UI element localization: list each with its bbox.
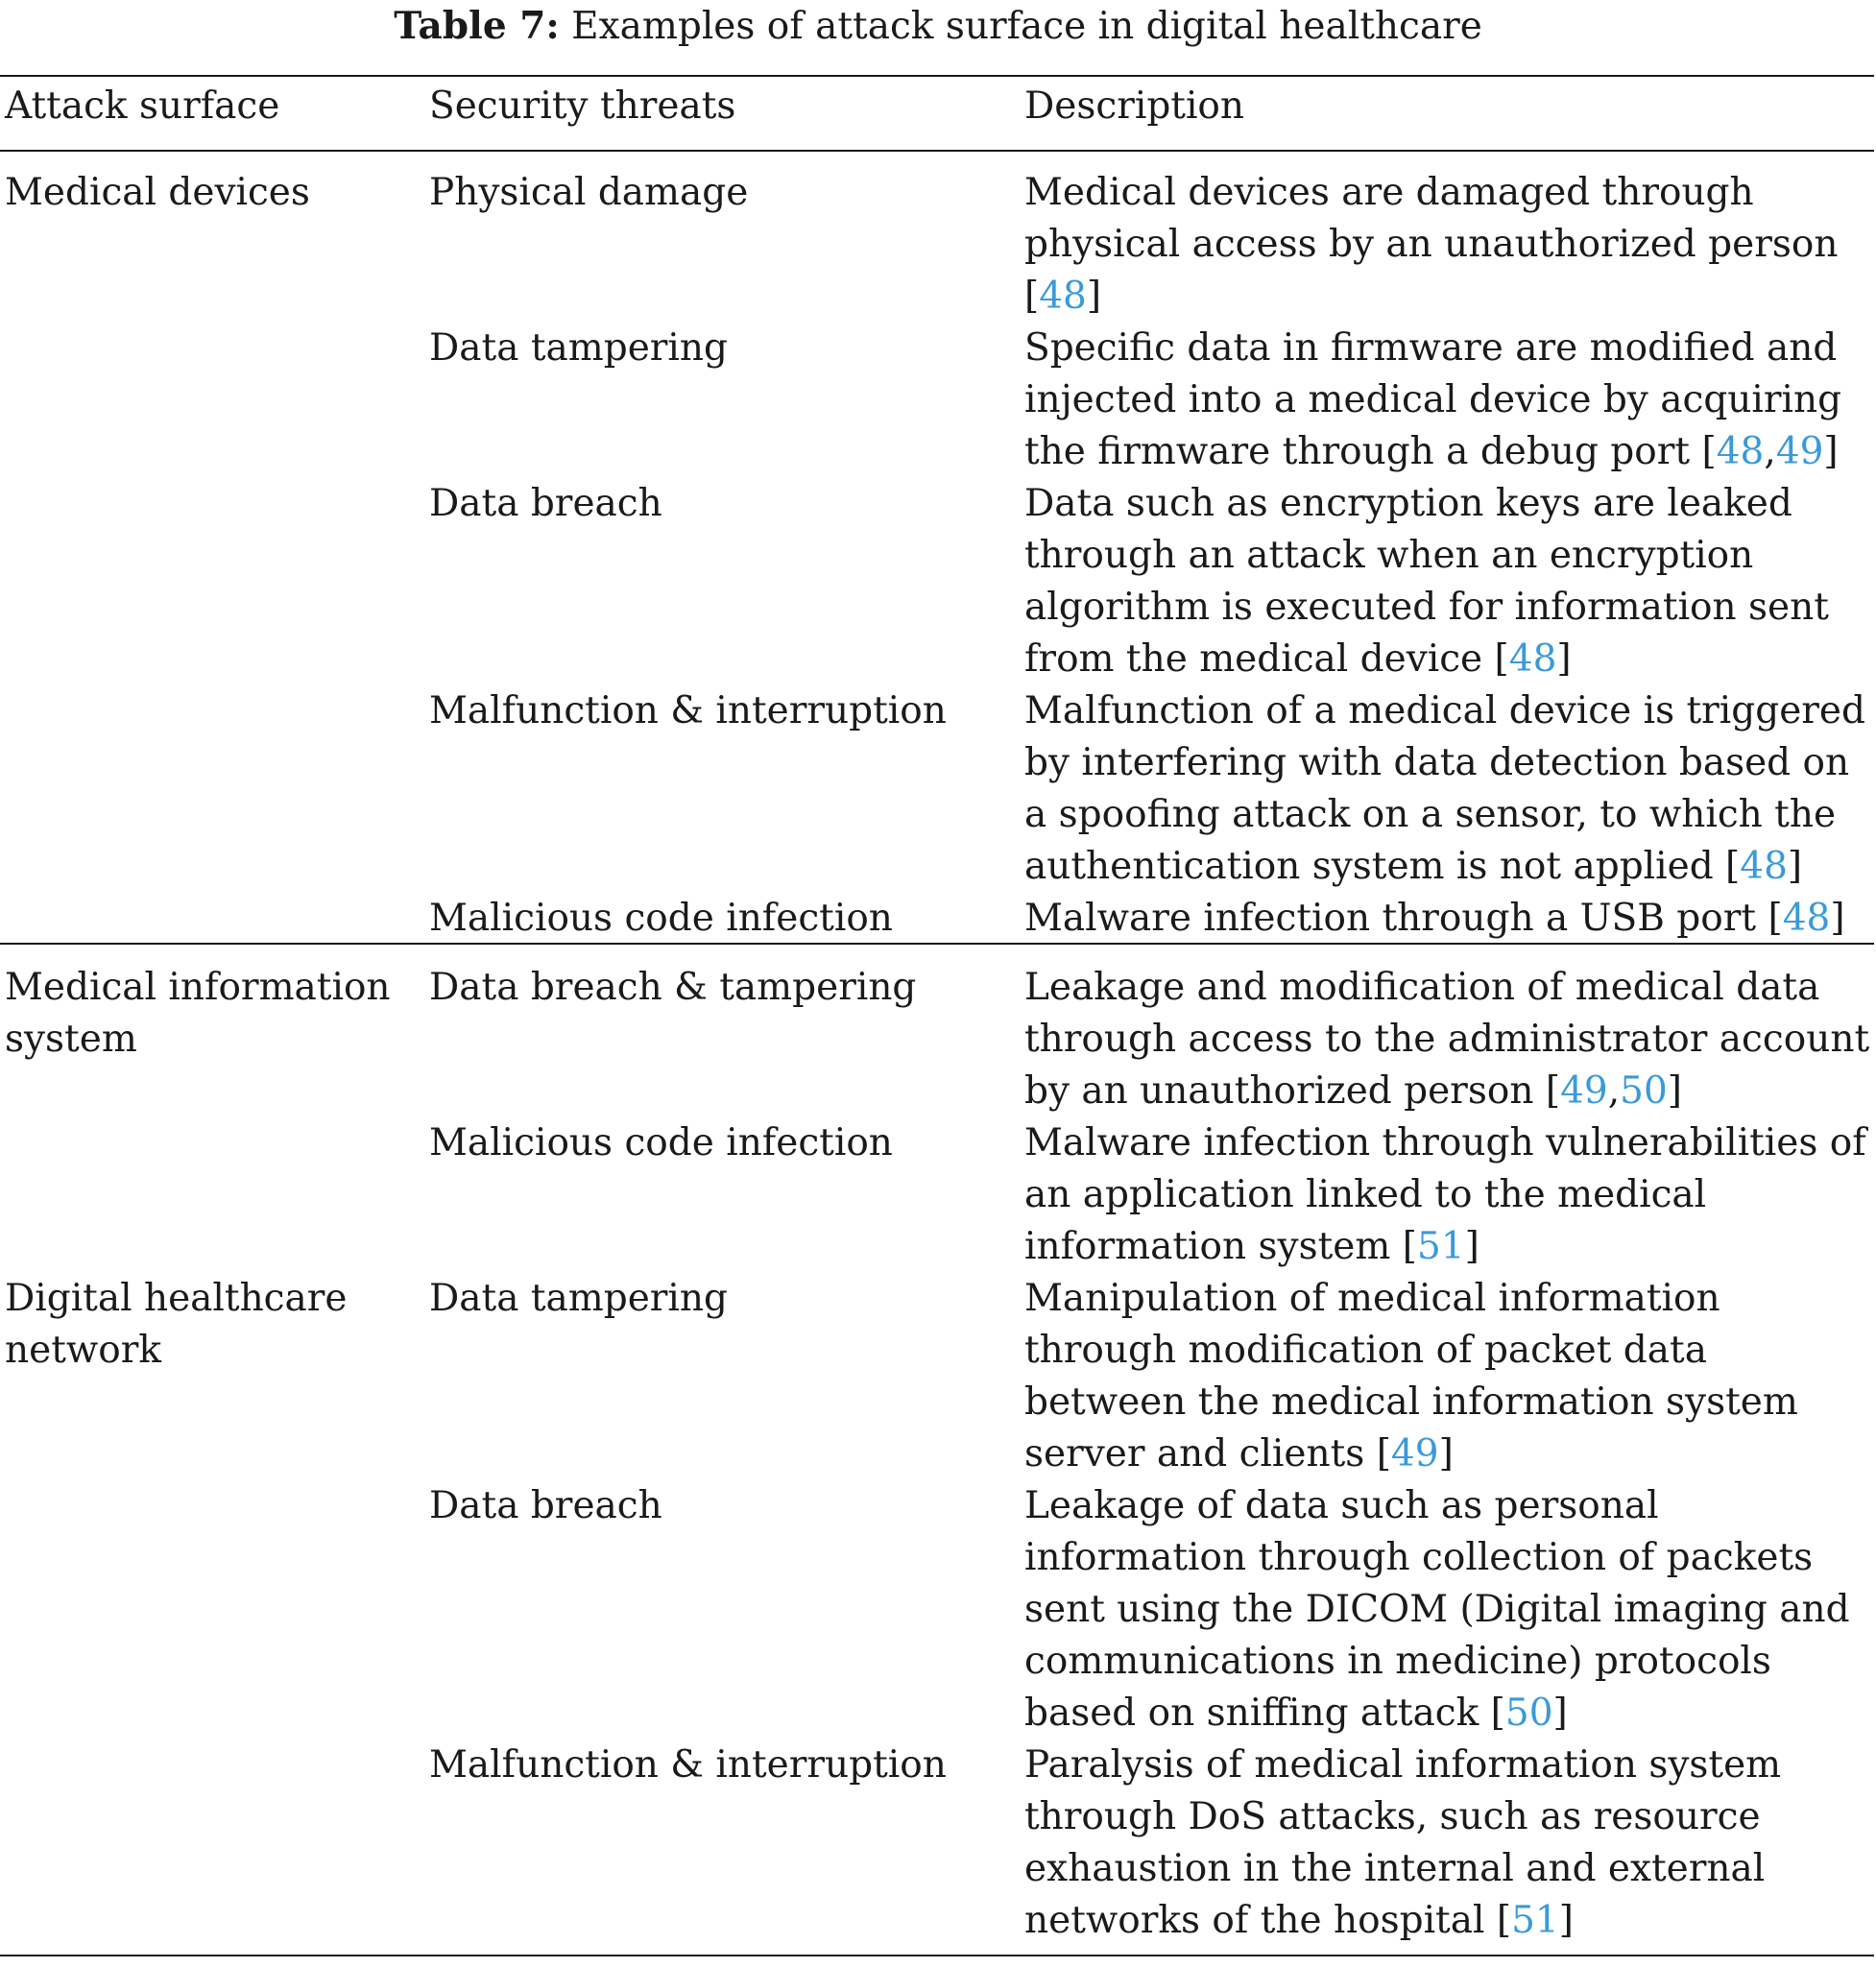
threat-cell: Malfunction & interruption [429,1743,947,1787]
bottom-rule [0,1955,1874,1956]
attack-surface-cell: Medical devices [5,171,310,214]
threat-cell: Malicious code infection [429,897,893,940]
description-text: Manipulation of medical information through modification of packet data between the medical information system server and clients [1024,1277,1798,1476]
citation-link[interactable]: 48 [1039,275,1087,318]
description-cell: Leakage and modification of medical data through access to the administrator account by an unauthorized person [49,50] [1024,966,1870,1113]
header-description: Description [1024,84,1245,128]
description-text: Specific data in firmware are modified and injected into a medical device by acquiring the firmware through a debug port [1024,326,1842,473]
group-medical-devices [0,152,1876,947]
threat-cell: Malfunction & interruption [429,689,947,732]
citation-link[interactable]: 49 [1390,1432,1439,1476]
threat-cell: Data breach [429,482,662,525]
citation-link[interactable]: 48 [1716,430,1765,473]
description-cell: Data such as encryption keys are leaked through an attack when an encryption algorithm is executed for information sent from the medical device [48] [1024,482,1829,681]
description-cell: Malware infection through vulnerabilities of an application linked to the medical information system [51] [1024,1121,1866,1268]
table-header-row [0,77,1876,152]
description-cell: Manipulation of medical information through modification of packet data between the medical information system server and clients [49] [1024,1277,1798,1476]
description-text: Paralysis of medical information system through DoS attacks, such as resource exhaustion in the internal and external networks of the hospital [1024,1743,1782,1942]
description-text: Malware infection through a USB port [1024,897,1757,940]
description-cell: Paralysis of medical information system through DoS attacks, such as resource exhaustion in the internal and external networks of the hospital [51] [1024,1743,1782,1942]
citation-link[interactable]: 48 [1508,637,1557,681]
group-digital-healthcare-network [0,1273,1876,1947]
description-text: Malware infection through vulnerabilities of an application linked to the medical information system [1024,1121,1866,1268]
description-cell: Malware infection through a USB port [48] [1024,897,1845,940]
threat-cell: Data breach [429,1484,662,1527]
citation-link[interactable]: 48 [1782,897,1831,940]
citation-link[interactable]: 51 [1416,1225,1465,1268]
table-caption [0,4,1876,49]
attack-surface-table [0,77,1876,1947]
header-attack-surface: Attack surface [5,84,280,128]
header-security-threats: Security threats [429,84,736,128]
threat-cell: Data tampering [429,1277,728,1320]
description-cell: Leakage of data such as personal information through collection of packets sent using the DICOM (Digital imaging and communications in medicine) protocols based on sniffing attack [50] [1024,1484,1850,1735]
table-caption-text: Examples of attack surface in digital healthcare [571,5,1482,48]
attack-surface-cell: Digital healthcare network [5,1277,348,1372]
citation-link[interactable]: 50 [1620,1069,1668,1113]
table-row [0,947,1876,1117]
description-cell: Specific data in firmware are modified and injected into a medical device by acquiring the firmware through a debug port [48,49] [1024,326,1842,473]
threat-cell: Malicious code infection [429,1121,893,1164]
description-cell: Medical devices are damaged through physical access by an unauthorized person [48] [1024,171,1839,318]
threat-cell: Physical damage [429,171,749,214]
citation-link[interactable]: 48 [1740,845,1788,888]
citation-link[interactable]: 49 [1775,430,1824,473]
citation-link[interactable]: 51 [1511,1899,1559,1942]
description-text: Leakage and modification of medical data through access to the administrator account by an unauthorized person [1024,966,1870,1113]
description-text: Data such as encryption keys are leaked through an attack when an encryption algorithm is executed for information sent from the medical device [1024,482,1829,681]
description-text: Leakage of data such as personal information through collection of packets sent using the DICOM (Digital imaging and communications in medicine) protocols based on sniffing attack [1024,1484,1850,1735]
table-row [0,152,1876,323]
table-row [0,1273,1876,1480]
description-cell: Malfunction of a medical device is triggered by interfering with data detection based on a spoofing attack on a sensor, to which the authentication system is not applied [48] [1024,689,1865,888]
attack-surface-cell: Medical information system [5,966,391,1061]
group-medical-information-system [0,947,1876,1273]
threat-cell: Data breach & tampering [429,966,917,1009]
description-text: Medical devices are damaged through physical access by an unauthorized person [1024,171,1839,266]
threat-cell: Data tampering [429,326,728,370]
table-caption-label: Table 7: [394,4,560,48]
citation-link[interactable]: 49 [1560,1069,1608,1113]
citation-link[interactable]: 50 [1504,1692,1553,1735]
description-text: Malfunction of a medical device is triggered by interfering with data detection based on a spoofing attack on a sensor, to which the authentication system is not applied [1024,689,1865,888]
